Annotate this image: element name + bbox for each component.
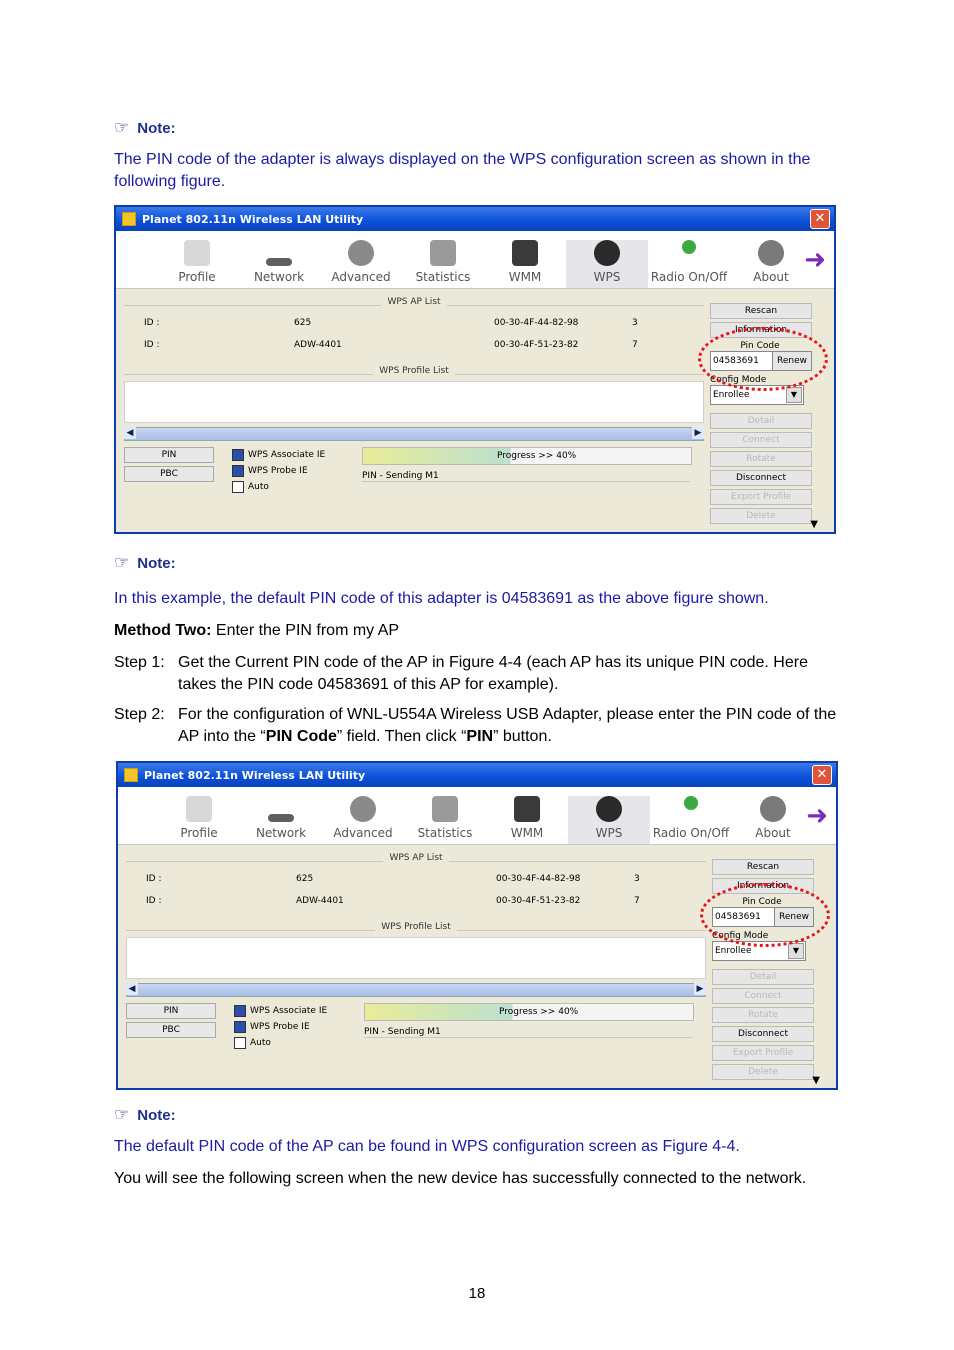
note-paragraph-3: The default PIN code of the AP can be found in WPS configuration screen as Figure 4-4.	[114, 1138, 740, 1155]
expand-arrow-icon[interactable]: ▼	[812, 1075, 820, 1086]
tool-statistics[interactable]: Statistics	[404, 796, 486, 844]
step-2: Step 2: For the configuration of WNL-U554A Wireless USB Adapter, please enter the PIN code of the AP into the “PIN Code” field. Then click “PIN” button.	[114, 706, 837, 745]
pointing-hand-icon: ☞	[114, 1105, 130, 1124]
config-mode-label: Config Mode	[710, 375, 767, 385]
wps-associate-checkbox[interactable]: WPS Associate IE	[234, 1003, 364, 1019]
scroll-left-icon[interactable]: ◀	[126, 983, 138, 995]
radio-icon	[682, 240, 696, 254]
radio-icon	[684, 796, 698, 810]
highlight-circle	[700, 883, 830, 947]
pbc-button[interactable]: PBC	[124, 466, 214, 482]
rotate-button[interactable]: Rotate	[710, 451, 812, 467]
note-heading: ☞ Note:	[114, 553, 176, 572]
scroll-left-icon[interactable]: ◀	[124, 427, 136, 439]
close-button[interactable]: ✕	[812, 765, 832, 785]
detail-button[interactable]: Detail	[710, 413, 812, 429]
information-button[interactable]: Information	[712, 878, 814, 894]
connect-button[interactable]: Connect	[710, 432, 812, 448]
network-icon	[268, 814, 294, 822]
tool-network[interactable]: Network	[238, 240, 320, 288]
tool-radio[interactable]: Radio On/Off	[648, 240, 730, 288]
expand-arrow-icon[interactable]: ▼	[810, 519, 818, 530]
config-mode-select[interactable]: Enrollee ▼	[712, 941, 806, 961]
qos-icon	[514, 796, 540, 822]
network-icon	[266, 258, 292, 266]
disconnect-button[interactable]: Disconnect	[712, 1026, 814, 1042]
chevron-down-icon: ▼	[786, 387, 802, 403]
tool-radio[interactable]: Radio On/Off	[650, 796, 732, 844]
statistics-icon	[432, 796, 458, 822]
profile-list[interactable]	[126, 937, 706, 979]
tool-wmm[interactable]: WMM	[486, 796, 568, 844]
statistics-icon	[430, 240, 456, 266]
about-icon	[758, 240, 784, 266]
wps-panel	[126, 849, 706, 1051]
ap-row[interactable]: ID : 625 00-30-4F-44-82-98 3	[144, 318, 638, 328]
information-button[interactable]: Information	[710, 322, 812, 338]
note-paragraph-1: The PIN code of the adapter is always displayed on the WPS configuration screen as shown in the following figure.	[114, 151, 811, 190]
delete-button[interactable]: Delete	[710, 508, 812, 524]
profile-list-label: WPS Profile List	[375, 922, 456, 932]
tool-wmm[interactable]: WMM	[484, 240, 566, 288]
wps-progress-bar: Progress >> 40%	[364, 1003, 694, 1021]
tool-about[interactable]: About	[732, 796, 814, 844]
export-profile-button[interactable]: Export Profile	[710, 489, 812, 505]
horizontal-scrollbar[interactable]	[126, 983, 706, 997]
disconnect-button[interactable]: Disconnect	[710, 470, 812, 486]
gear-icon	[348, 240, 374, 266]
profile-icon	[184, 240, 210, 266]
next-arrow-icon[interactable]: ➜	[804, 245, 826, 275]
wps-status: PIN - Sending M1	[362, 471, 690, 482]
auto-checkbox[interactable]: Auto	[232, 479, 362, 495]
app-icon	[122, 212, 136, 226]
profile-list[interactable]	[124, 381, 704, 423]
window-titlebar: Planet 802.11n Wireless LAN Utility ✕	[118, 763, 836, 787]
horizontal-scrollbar[interactable]	[124, 427, 704, 441]
pin-code-field[interactable]: 04583691 Renew	[712, 907, 814, 927]
pbc-button[interactable]: PBC	[126, 1022, 216, 1038]
body-paragraph: You will see the following screen when the new device has successfully connected to the network.	[114, 1170, 807, 1187]
wps-probe-checkbox[interactable]: WPS Probe IE	[232, 463, 362, 479]
tool-advanced[interactable]: Advanced	[320, 240, 402, 288]
wps-status: PIN - Sending M1	[364, 1027, 692, 1038]
tool-profile[interactable]: Profile	[158, 796, 240, 844]
method-two: Method Two: Enter the PIN from my AP	[114, 622, 400, 639]
renew-button[interactable]: Renew	[774, 908, 813, 926]
window-titlebar: Planet 802.11n Wireless LAN Utility ✕	[116, 207, 834, 231]
note-heading: ☞ Note:	[114, 1105, 176, 1124]
wps-icon	[596, 796, 622, 822]
tool-about[interactable]: About	[730, 240, 812, 288]
ap-row[interactable]: ID : 625 00-30-4F-44-82-98 3	[146, 874, 640, 884]
utility-window-2	[116, 761, 838, 1090]
scroll-right-icon[interactable]: ▶	[692, 427, 704, 439]
tool-advanced[interactable]: Advanced	[322, 796, 404, 844]
pointing-hand-icon: ☞	[114, 118, 130, 137]
utility-window-1	[114, 205, 836, 534]
tool-wps[interactable]: WPS	[566, 240, 648, 288]
scroll-right-icon[interactable]: ▶	[694, 983, 706, 995]
auto-checkbox[interactable]: Auto	[234, 1035, 364, 1051]
config-mode-label: Config Mode	[712, 931, 769, 941]
pin-button[interactable]: PIN	[124, 447, 214, 463]
ap-row[interactable]: ID : ADW-4401 00-30-4F-51-23-82 7	[146, 896, 640, 906]
wps-icon	[594, 240, 620, 266]
app-icon	[124, 768, 138, 782]
ap-row[interactable]: ID : ADW-4401 00-30-4F-51-23-82 7	[144, 340, 638, 350]
pin-code-label: Pin Code	[740, 341, 780, 351]
renew-button[interactable]: Renew	[772, 352, 811, 370]
delete-button[interactable]: Delete	[712, 1064, 814, 1080]
toolbar	[116, 231, 834, 289]
note-paragraph-2: In this example, the default PIN code of this adapter is 04583691 as the above figure shown.	[114, 590, 769, 607]
wps-associate-checkbox[interactable]: WPS Associate IE	[232, 447, 362, 463]
tool-wps[interactable]: WPS	[568, 796, 650, 844]
rescan-button[interactable]: Rescan	[710, 303, 812, 319]
close-button[interactable]: ✕	[810, 209, 830, 229]
page-number: 18	[468, 1285, 486, 1302]
next-arrow-icon[interactable]: ➜	[806, 801, 828, 831]
pin-button[interactable]: PIN	[126, 1003, 216, 1019]
ap-list-label: WPS AP List	[381, 297, 446, 307]
connect-button[interactable]: Connect	[712, 988, 814, 1004]
wps-probe-checkbox[interactable]: WPS Probe IE	[234, 1019, 364, 1035]
about-icon	[760, 796, 786, 822]
tool-network[interactable]: Network	[240, 796, 322, 844]
profile-list-label: WPS Profile List	[373, 366, 454, 376]
detail-button[interactable]: Detail	[712, 969, 814, 985]
pin-code-label: Pin Code	[742, 897, 782, 907]
step-1: Step 1: Get the Current PIN code of the AP in Figure 4-4 (each AP has its unique PIN code. Here takes the PIN code 04583691 of this AP for example).	[114, 654, 808, 693]
chevron-down-icon: ▼	[788, 943, 804, 959]
rescan-button[interactable]: Rescan	[712, 859, 814, 875]
gear-icon	[350, 796, 376, 822]
tool-profile[interactable]: Profile	[156, 240, 238, 288]
profile-icon	[186, 796, 212, 822]
wps-panel	[124, 293, 704, 495]
config-mode-select[interactable]: Enrollee ▼	[710, 385, 804, 405]
note-heading: ☞ Note:	[114, 118, 176, 137]
tool-statistics[interactable]: Statistics	[402, 240, 484, 288]
wps-progress-bar: Progress >> 40%	[362, 447, 692, 465]
qos-icon	[512, 240, 538, 266]
rotate-button[interactable]: Rotate	[712, 1007, 814, 1023]
toolbar	[118, 787, 836, 845]
pin-code-field[interactable]: 04583691 Renew	[710, 351, 812, 371]
export-profile-button[interactable]: Export Profile	[712, 1045, 814, 1061]
pointing-hand-icon: ☞	[114, 553, 130, 572]
ap-list-label: WPS AP List	[383, 853, 448, 863]
highlight-circle	[698, 327, 828, 391]
